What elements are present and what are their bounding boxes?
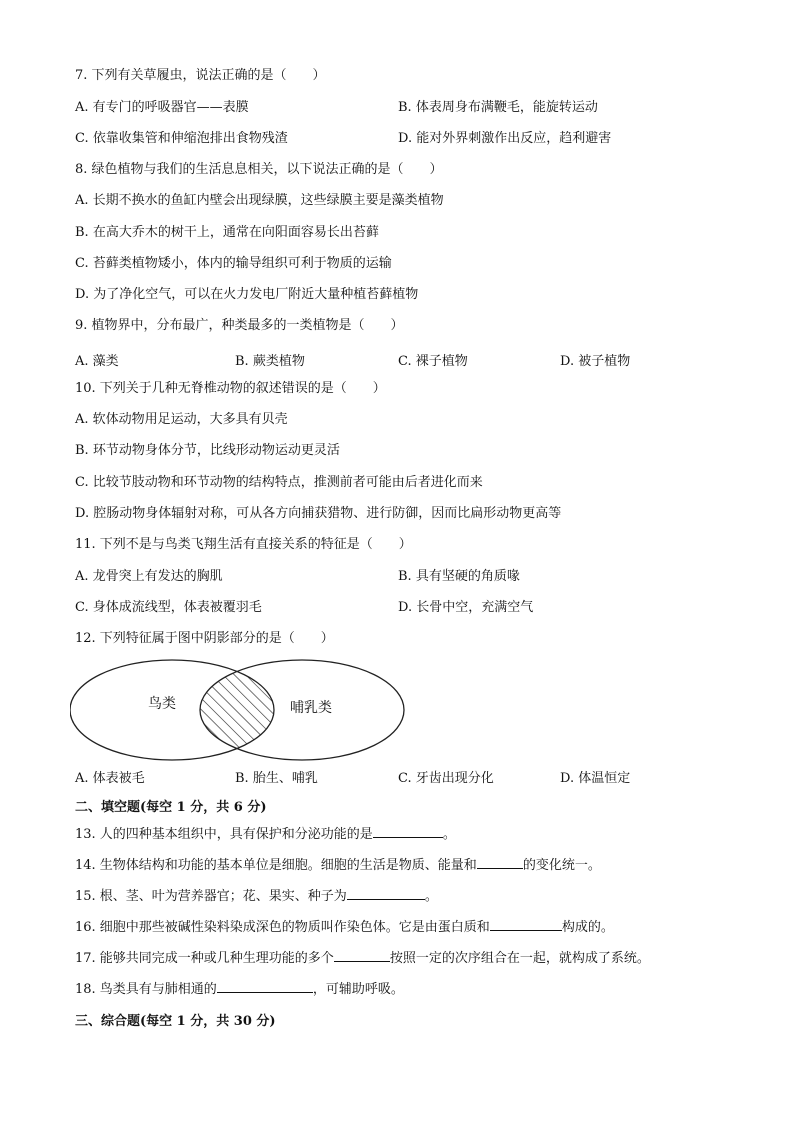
q8-option-a: A. 长期不换水的鱼缸内壁会出现绿膜，这些绿膜主要是藻类植物 <box>75 193 444 208</box>
q18 <box>75 980 404 998</box>
q15-blank[interactable] <box>347 887 425 900</box>
q18-text-post: ，可辅助呼吸。 <box>312 982 404 997</box>
q12-stem: 12. 下列特征属于图中阴影部分的是（ ） <box>75 631 334 646</box>
q17-text-pre: 17. 能够共同完成一种或几种生理功能的多个 <box>75 951 334 966</box>
q8-stem: 8. 绿色植物与我们的生活息息相关，以下说法正确的是（ ） <box>75 162 443 177</box>
q7-option-c: C. 依靠收集管和伸缩泡排出食物残渣 <box>75 131 288 146</box>
q9-stem: 9. 植物界中，分布最广，种类最多的一类植物是（ ） <box>75 318 404 333</box>
q9-option-d: D. 被子植物 <box>560 354 631 369</box>
q11-option-c: C. 身体成流线型，体表被覆羽毛 <box>75 600 262 615</box>
q15-text-post: 。 <box>424 889 438 904</box>
q9-option-c: C. 裸子植物 <box>398 354 468 369</box>
q14-text-pre: 14. 生物体结构和功能的基本单位是细胞。细胞的生活是物质、能量和 <box>75 858 477 873</box>
venn-right-label: 哺乳类 <box>290 700 332 716</box>
q14 <box>75 856 601 874</box>
q10-option-a: A. 软体动物用足运动，大多具有贝壳 <box>75 412 288 427</box>
q8-option-b: B. 在高大乔木的树干上，通常在向阳面容易长出苔藓 <box>75 225 379 240</box>
q8-option-c: C. 苔藓类植物矮小，体内的输导组织可利于物质的运输 <box>75 256 392 271</box>
venn-diagram <box>70 658 410 762</box>
q9-option-a: A. 藻类 <box>75 354 119 369</box>
q17-blank[interactable] <box>334 949 390 962</box>
q10-stem: 10. 下列关于几种无脊椎动物的叙述错误的是（ ） <box>75 381 386 396</box>
q12-option-b: B. 胎生、哺乳 <box>235 771 318 786</box>
q13-blank[interactable] <box>373 825 443 838</box>
q15-text-pre: 15. 根、茎、叶为营养器官；花、果实、种子为 <box>75 889 347 904</box>
q12-option-c: C. 牙齿出现分化 <box>398 771 494 786</box>
q8-option-d: D. 为了净化空气，可以在火力发电厂附近大量种植苔藓植物 <box>75 287 419 302</box>
q16-text-pre: 16. 细胞中那些被碱性染料染成深色的物质叫作染色体。它是由蛋白质和 <box>75 920 490 935</box>
q14-text-post: 的变化统一。 <box>522 858 601 873</box>
q18-blank[interactable] <box>217 980 313 993</box>
q7-option-a: A. 有专门的呼吸器官——表膜 <box>75 100 249 115</box>
q11-option-b: B. 具有坚硬的角质喙 <box>398 569 520 584</box>
q16 <box>75 918 614 936</box>
q9-option-b: B. 蕨类植物 <box>235 354 305 369</box>
q7-option-d: D. 能对外界刺激作出反应，趋利避害 <box>398 131 612 146</box>
q10-option-d: D. 腔肠动物身体辐射对称，可从各方向捕获猎物、进行防御，因而比扁形动物更高等 <box>75 506 562 521</box>
q17-text-post: 按照一定的次序组合在一起，就构成了系统。 <box>389 951 650 966</box>
section3-title: 三、综合题(每空 1 分，共 30 分) <box>75 1014 276 1029</box>
q18-text-pre: 18. 鸟类具有与肺相通的 <box>75 982 217 997</box>
q15 <box>75 887 438 905</box>
q7-option-b: B. 体表周身布满鞭毛，能旋转运动 <box>398 100 598 115</box>
q13-text-pre: 13. 人的四种基本组织中，具有保护和分泌功能的是 <box>75 827 373 842</box>
q10-option-b: B. 环节动物身体分节，比线形动物运动更灵活 <box>75 443 340 458</box>
q10-option-c: C. 比较节肢动物和环节动物的结构特点，推测前者可能由后者进化而来 <box>75 475 483 490</box>
q13 <box>75 825 456 843</box>
q11-stem: 11. 下列不是与鸟类飞翔生活有直接关系的特征是（ ） <box>75 537 412 552</box>
q14-blank[interactable] <box>477 856 523 869</box>
q7-stem: 7. 下列有关草履虫，说法正确的是（ ） <box>75 68 326 83</box>
q11-option-a: A. 龙骨突上有发达的胸肌 <box>75 569 223 584</box>
section2-title: 二、填空题(每空 1 分，共 6 分) <box>75 800 267 815</box>
q12-option-d: D. 体温恒定 <box>560 771 631 786</box>
q16-text-post: 构成的。 <box>561 920 614 935</box>
q13-text-post: 。 <box>442 827 456 842</box>
q16-blank[interactable] <box>490 918 562 931</box>
q17 <box>75 949 650 967</box>
q11-option-d: D. 长骨中空，充满空气 <box>398 600 534 615</box>
venn-left-label: 鸟类 <box>148 696 176 712</box>
q12-option-a: A. 体表被毛 <box>75 771 145 786</box>
